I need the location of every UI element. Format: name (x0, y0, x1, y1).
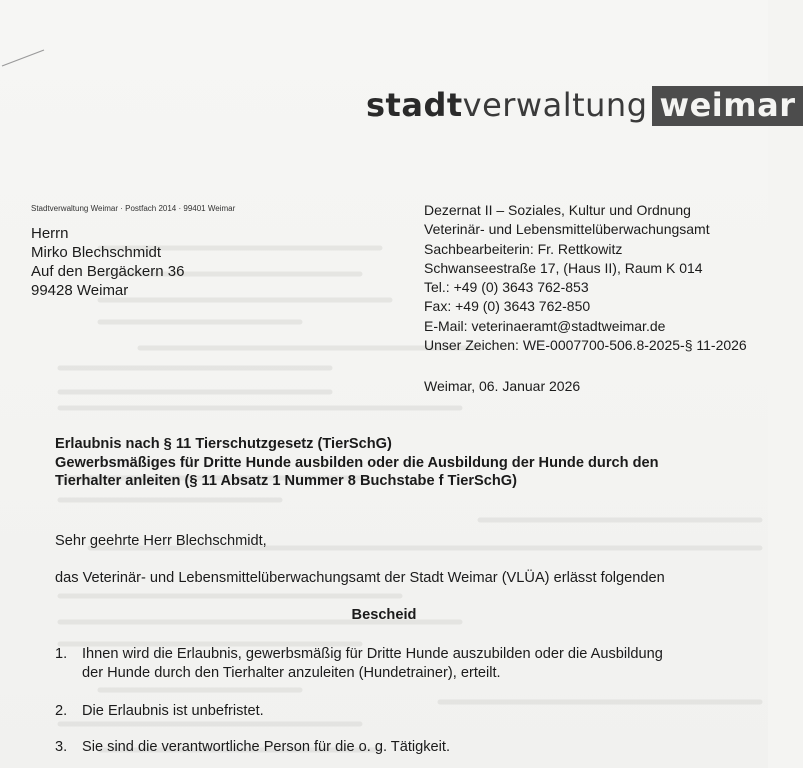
recipient-line: Mirko Blechschmidt (31, 244, 162, 261)
department-email: E-Mail: veterinaeramt@stadtweimar.de (424, 317, 666, 334)
list-item-number: 3. (55, 739, 68, 755)
intro-paragraph: das Veterinär- und Lebensmittelüberwachungsamt der Stadt Weimar (VLÜA) erlässt folgenden (55, 570, 665, 586)
salutation: Sehr geehrte Herr Blechschmidt, (55, 533, 267, 549)
department-reference: Unser Zeichen: WE-0007700-506.8-2025-§ 11-2026 (424, 337, 747, 354)
list-item-number: 2. (55, 703, 68, 719)
department-line: Fax: +49 (0) 3643 762-850 (424, 298, 591, 315)
recipient-address (31, 224, 184, 300)
department-line: Veterinär- und Lebensmittelüberwachungsamt (424, 221, 710, 238)
department-info-block (424, 201, 747, 355)
letter-date: Weimar, 06. Januar 2026 (424, 378, 581, 394)
department-line: Schwanseestraße 17, (Haus II), Raum K 014 (424, 259, 703, 276)
list-item-text: Die Erlaubnis ist unbefristet. (82, 703, 264, 719)
letter-subject (55, 435, 755, 491)
subject-line: Erlaubnis nach § 11 Tierschutzgesetz (TierSchG) (55, 436, 392, 452)
page-fold-mark (0, 46, 48, 70)
list-item-number: 1. (55, 646, 68, 662)
department-line: Sachbearbeiterin: Fr. Rettkowitz (424, 240, 623, 257)
recipient-line: Auf den Bergäckern 36 (31, 263, 185, 280)
list-item-text: Ihnen wird die Erlaubnis, gewerbsmäßig für Dritte Hunde auszubilden oder die Ausbildung der Hunde durch den Tierhalter anzuleiten (Hundetrainer), erteilt. (82, 646, 663, 681)
city-logo: stadtverwaltung weimar (366, 86, 803, 126)
subject-line: Tierhalter anleiten (§ 11 Absatz 1 Nummer 8 Buchstabe f TierSchG) (55, 473, 518, 489)
section-heading: Bescheid (351, 607, 417, 623)
subject-line: Gewerbsmäßiges für Dritte Hunde ausbilden oder die Ausbildung der Hunde durch den (55, 454, 659, 471)
recipient-line: 99428 Weimar (31, 282, 129, 299)
sender-return-address: Stadtverwaltung Weimar · Postfach 2014 · 99401 Weimar (31, 204, 236, 213)
department-line: Dezernat II – Soziales, Kultur und Ordnung (424, 202, 691, 218)
list-item-text: Sie sind die verantwortliche Person für die o. g. Tätigkeit. (82, 739, 451, 755)
department-line: Tel.: +49 (0) 3643 762-853 (424, 279, 589, 296)
recipient-line: Herrn (31, 225, 69, 242)
